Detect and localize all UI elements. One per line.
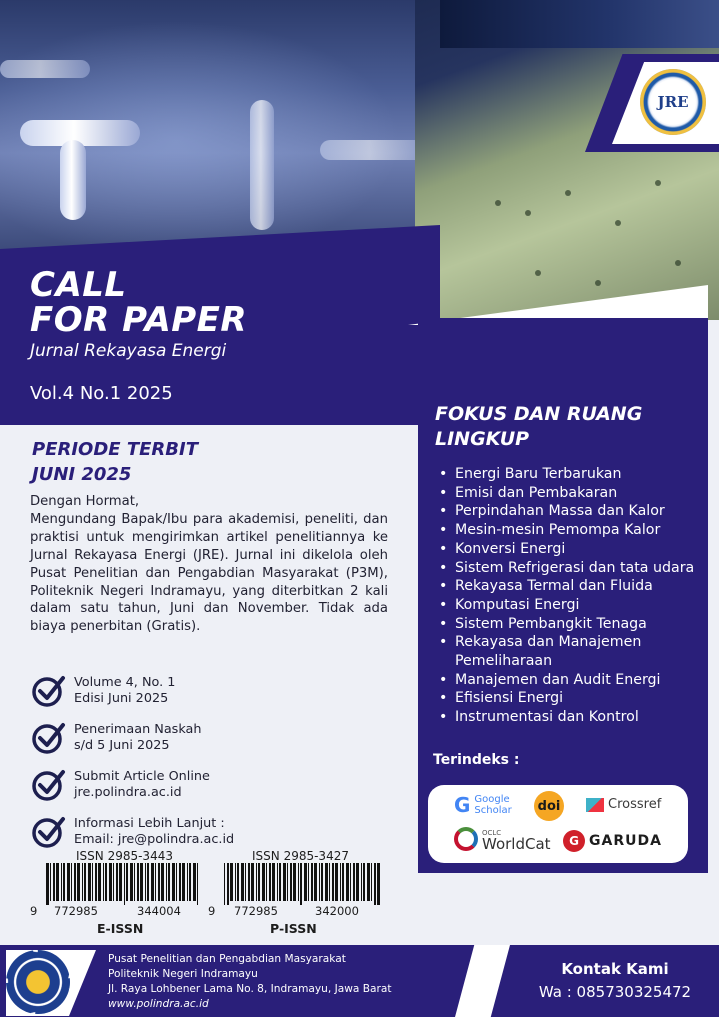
barcode-bar [290,863,292,901]
barcode-bars [44,863,204,905]
checklist-line2: s/d 5 Juni 2025 [74,738,170,753]
barcode-bar [258,863,260,901]
barcode-bar [311,863,313,901]
check-circle-icon [32,768,66,802]
barcode-bar [140,863,143,901]
p-issn-barcode [222,863,382,909]
checklist-item [32,674,392,721]
barcode-bar [308,863,309,901]
worldcat-logo [454,827,551,851]
check-circle-icon [32,815,66,849]
barcode-bar [109,863,112,901]
barcode-digit-group: 772985 [54,904,98,918]
title-block [30,265,248,361]
jre-logo [640,69,706,135]
barcode-bar [363,863,365,901]
barcode-bar [88,863,91,901]
barcode-bar [230,863,233,901]
barcode-bar [272,863,275,901]
barcode-bar [147,863,149,901]
barcode-bar [95,863,97,901]
focus-item: • Rekayasa dan Manajemen Pemeliharaan [438,633,703,670]
barcode-bar [277,863,278,901]
footer-address [108,952,392,1012]
barcode-bar [158,863,160,901]
barcode-bar [161,863,164,901]
focus-item: • Rekayasa Termal dan Fluida [438,577,703,596]
indexer-logos [428,785,688,863]
barcode-bar [98,863,101,901]
doi-logo [534,791,564,821]
doi-icon: doi [534,791,564,821]
barcode-bar [155,863,156,901]
barcode-bar [269,863,271,901]
barcode-bar [314,863,317,901]
barcode-digit: 9 [30,904,38,918]
barcode-bar [367,863,370,901]
barcode-bar [166,863,167,901]
barcode-bar [340,863,341,901]
barcode-bar [283,863,286,901]
barcode-bar [266,863,267,901]
barcode-bar [251,863,254,901]
barcode-bar [179,863,181,901]
barcode-bar [293,863,296,901]
google-g-icon: G [454,793,471,817]
contact-title: Kontak Kami [561,960,669,978]
p-issn-number: ISSN 2985-3427 [252,849,349,863]
barcode-bar [227,863,229,905]
barcode-bar [63,863,65,901]
barcode-bar [346,863,349,901]
focus-item: • Sistem Refrigerasi dan tata udara [438,559,703,578]
barcode-bar [189,863,191,901]
checklist-line2: jre.polindra.ac.id [74,785,182,800]
focus-list [438,465,703,727]
oclc-text: OCLC [482,829,502,837]
footer-line3: Jl. Raya Lohbener Lama No. 8, Indramayu, Jawa Barat [108,983,392,995]
checklist-line1: Informasi Lebih Lanjut : [74,816,225,831]
barcode-bar [325,863,328,901]
e-issn-barcode [44,863,204,909]
scholar-text: Scholar [474,805,512,816]
contact-block [520,960,710,1001]
crossref-logo [586,797,661,812]
barcode-digit-group: 344004 [137,904,181,918]
barcode-bar [182,863,185,901]
e-issn-caption: E-ISSN [97,921,144,936]
greeting: Dengan Hormat, [30,494,140,509]
barcode-bar [193,863,196,901]
barcode-bar [187,863,188,901]
barcode-bar [151,863,154,901]
focus-item: • Efisiensi Energi [438,689,703,708]
garuda-logo [563,830,662,852]
barcode-bar [279,863,281,901]
focus-title: FOKUS DAN RUANG LINGKUP [435,403,643,450]
barcode-bar [241,863,244,901]
barcode-digit-group: 342000 [315,904,359,918]
crossref-icon [586,798,604,812]
barcode-bar [245,863,246,901]
barcode-bar [50,863,51,901]
barcode-bar [176,863,177,901]
checklist-line2: Edisi Juni 2025 [74,691,169,706]
checklist-item [32,721,392,768]
barcode-bar [46,863,49,905]
volume-label: Vol.4 No.1 2025 [30,383,173,404]
checklist-line1: Submit Article Online [74,769,210,784]
barcode-bar [342,863,344,901]
title-call: CALL [30,265,127,305]
checklist-item [32,768,392,815]
focus-item: • Sistem Pembangkit Tenaga [438,615,703,634]
barcode-bar [319,863,320,901]
barcode-bar [262,863,265,901]
barcode-bar [329,863,330,901]
checklist-line1: Volume 4, No. 1 [74,675,176,690]
footer-website[interactable]: www.polindra.ac.id [108,998,209,1010]
barcode-digit-group: 772985 [234,904,278,918]
focus-item: • Instrumentasi dan Kontrol [438,708,703,727]
barcode-bar [237,863,239,901]
barcode-bar [332,863,334,901]
focus-item: • Mesin-mesin Pemompa Kalor [438,521,703,540]
barcode-bar [71,863,72,901]
barcode-bar [119,863,122,901]
barcode-bar [172,863,175,901]
google-text: Google [474,794,510,805]
publication-period [32,437,198,487]
barcode-bar [353,863,355,901]
barcode-bar [256,863,257,901]
garuda-icon: G [563,830,585,852]
barcode-bar [137,863,139,901]
lab-circuit-board-photo [415,0,719,320]
barcode-bar [126,863,128,901]
barcode-bar [145,863,146,901]
invitation-paragraph: Mengundang Bapak/Ibu para akademisi, peneliti, dan praktisi untuk mengirimkan artikel penelitiannya ke Jurnal Rekayasa Energi (JRE). Jurnal ini dikelola oleh Pusat Penelitian dan Pengabdian Masyarakat (P3M), Politeknik Negeri Indramayu, yang diterbitkan 2 kali dalam satu tahun, Juni dan November. Tidak ada biaya penerbitan (Gratis). [30,511,388,635]
garuda-text: GARUDA [589,833,662,849]
barcode-bar [374,863,376,905]
barcode-bar [335,863,338,901]
barcode-bar [371,863,372,901]
barcode-bar [103,863,104,901]
invitation-text [30,493,388,636]
worldcat-text: WorldCat [482,835,551,853]
barcode-bar [197,863,198,905]
barcode-bar [74,863,76,901]
checklist-line2: Email: jre@polindra.ac.id [74,832,235,847]
barcode-bar [361,863,362,901]
focus-item: • Emisi dan Pembakaran [438,484,703,503]
barcode-bar [287,863,288,901]
barcode-bar [53,863,55,901]
barcode-bar [77,863,80,901]
focus-item: • Perpindahan Massa dan Kalor [438,502,703,521]
barcode-bar [113,863,114,901]
barcode-bar [321,863,323,901]
title-for-paper: FOR PAPER [30,300,248,340]
barcode-bar [356,863,359,901]
industrial-pipes-photo [0,0,440,255]
barcode-bar [300,863,302,905]
barcode-digit: 9 [208,904,216,918]
google-scholar-logo [454,793,512,817]
checklist [32,674,392,862]
barcode-bar [61,863,62,901]
barcode-bar [304,863,307,901]
barcode-bar [248,863,250,901]
barcode-bar [168,863,170,901]
check-circle-icon [32,721,66,755]
barcode-bar [67,863,70,901]
barcode-bar [298,863,299,901]
indexed-label: Terindeks : [433,752,520,768]
e-issn-number: ISSN 2985-3443 [76,849,173,863]
barcode-bar [235,863,236,901]
checklist-line1: Penerimaan Naskah [74,722,202,737]
periode-line2: JUNI 2025 [32,464,132,485]
footer-line2: Politeknik Negeri Indramayu [108,968,258,980]
barcode-bar [224,863,225,905]
jre-logo-text: JRE [657,93,689,111]
barcode-bar [350,863,351,901]
polindra-gear-logo [6,950,70,1014]
barcode-bar [84,863,86,901]
focus-item: • Energi Baru Terbarukan [438,465,703,484]
focus-item: • Konversi Energi [438,540,703,559]
barcode-bar [377,863,380,905]
p-issn-caption: P-ISSN [270,921,317,936]
focus-item: • Manajemen dan Audit Energi [438,671,703,690]
barcode-bar [56,863,59,901]
barcode-bar [124,863,125,905]
contact-phone[interactable]: Wa : 085730325472 [538,983,692,1001]
footer-line1: Pusat Penelitian dan Pengabdian Masyarakat [108,953,346,965]
barcode-bar [105,863,107,901]
barcode-bar [130,863,133,901]
barcode-bars [222,863,382,905]
journal-name: Jurnal Rekayasa Energi [30,341,227,361]
barcode-bar [92,863,93,901]
worldcat-icon [454,827,478,851]
barcode-bar [116,863,118,901]
check-circle-icon [32,674,66,708]
periode-line1: PERIODE TERBIT [32,439,198,460]
keyboard-photo-strip [440,0,719,48]
focus-item: • Komputasi Energi [438,596,703,615]
barcode-bar [82,863,83,901]
barcode-bar [134,863,135,901]
crossref-text: Crossref [608,797,662,812]
